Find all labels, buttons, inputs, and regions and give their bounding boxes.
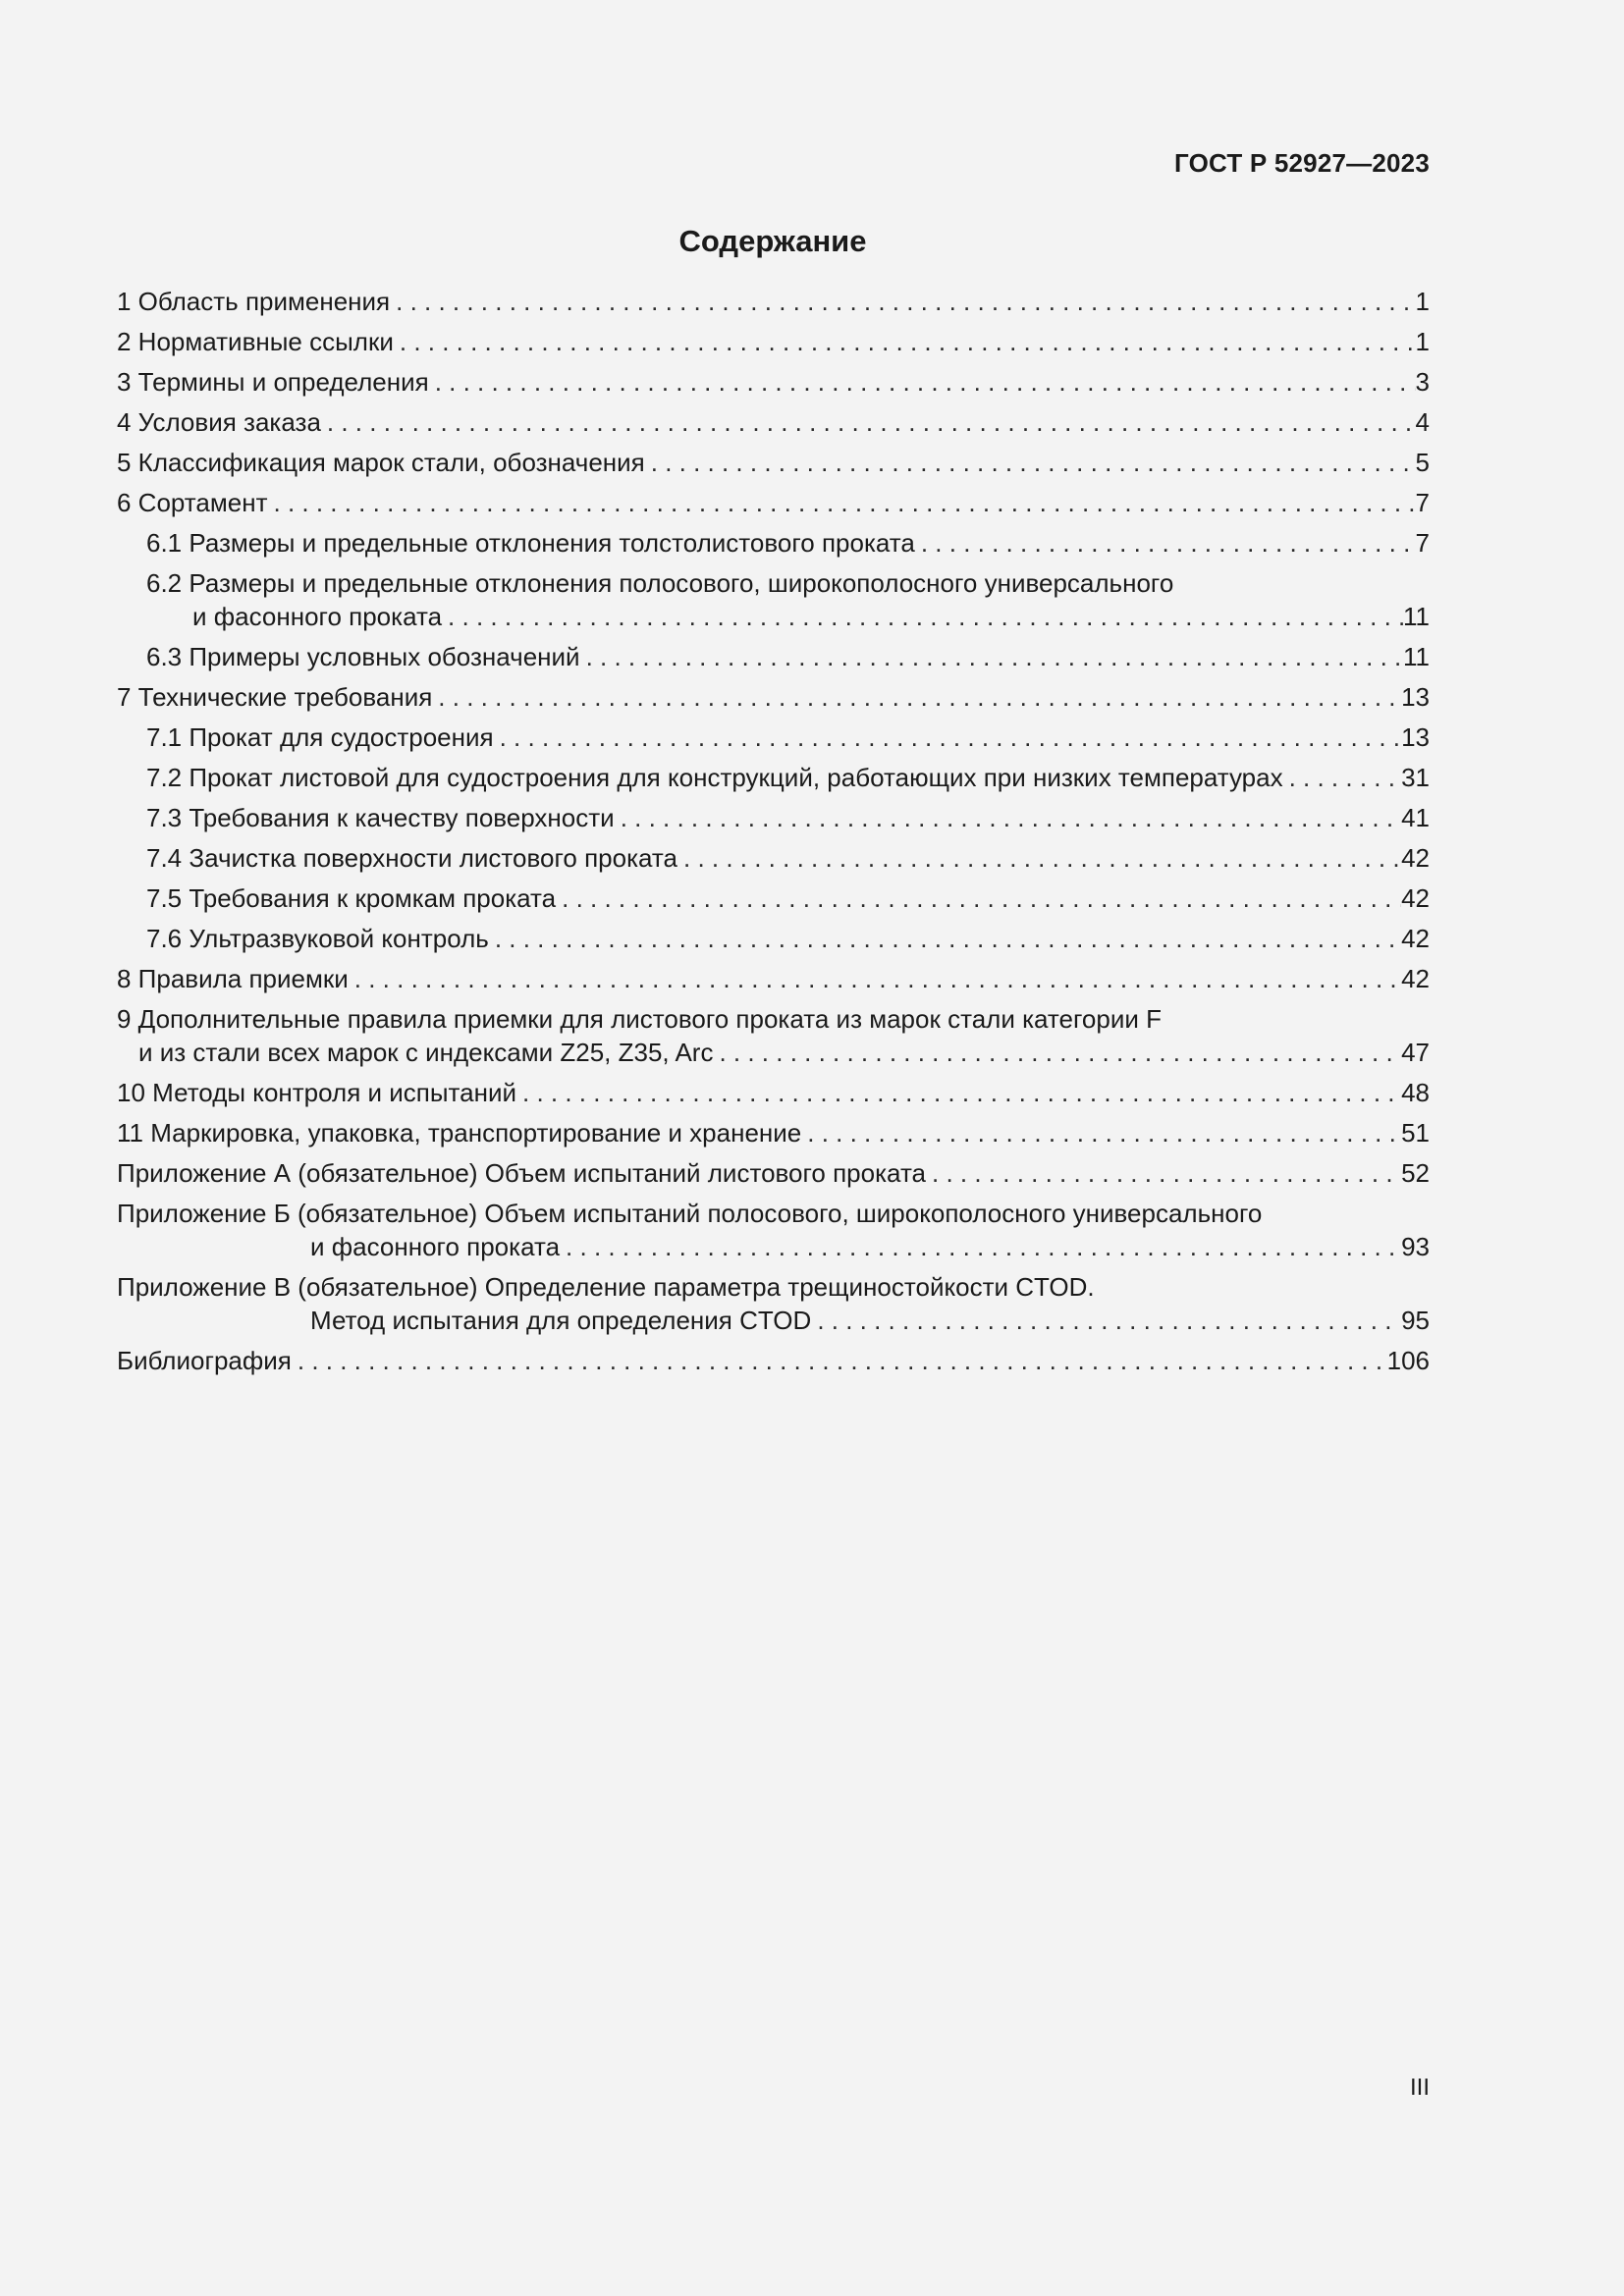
toc-entry[interactable]	[117, 1344, 1430, 1377]
toc-entry-label: Библиография	[117, 1346, 292, 1375]
toc-entry-page: 4	[1415, 407, 1430, 437]
toc-entry-label: 7.4 Зачистка поверхности листового проката	[146, 843, 677, 873]
dot-leader	[1289, 761, 1401, 794]
dot-leader	[500, 721, 1401, 754]
toc-entry-label: 9 Дополнительные правила приемки для листового проката из марок стали категории F	[117, 1004, 1162, 1034]
dot-leader	[274, 486, 1416, 519]
dot-leader	[298, 1344, 1387, 1377]
toc-entry-label: 6 Сортамент	[117, 488, 268, 517]
toc-entry-label: 6.2 Размеры и предельные отклонения полосового, широкополосного универсального	[146, 568, 1174, 598]
dot-leader	[327, 405, 1416, 439]
toc-entry-page: 47	[1401, 1038, 1430, 1067]
toc-subentry[interactable]	[117, 922, 1430, 955]
toc-entry[interactable]	[117, 1116, 1430, 1149]
toc-entry-label: 1 Область применения	[117, 287, 391, 316]
toc-subentry[interactable]	[117, 761, 1430, 794]
toc-subentry[interactable]	[117, 566, 1430, 633]
toc-entry-page: 41	[1401, 803, 1430, 832]
toc-entry-label: 7.1 Прокат для судостроения	[146, 722, 494, 752]
toc-entry-label: 7.2 Прокат листовой для судостроения для конструкций, работающих при низких температурах	[146, 763, 1283, 792]
toc-entry-label: Приложение В (обязательное) Определение параметра трещиностойкости CTOD.	[117, 1272, 1095, 1302]
dot-leader	[651, 446, 1416, 479]
toc-subentry[interactable]	[117, 881, 1430, 915]
toc-entry-label-continuation: и фасонного проката	[192, 602, 443, 631]
toc-entry[interactable]	[117, 285, 1430, 318]
toc-entry-appendix[interactable]	[117, 1156, 1430, 1190]
toc-entry-label: 7.3 Требования к качеству поверхности	[146, 803, 615, 832]
toc-entry-page: 7	[1415, 528, 1430, 558]
dot-leader	[396, 285, 1415, 318]
toc-entry[interactable]	[117, 1002, 1430, 1069]
toc-subentry[interactable]	[117, 640, 1430, 673]
dot-leader	[932, 1156, 1401, 1190]
toc-entry-page: 106	[1386, 1346, 1430, 1375]
toc-entry[interactable]	[117, 1076, 1430, 1109]
toc-entry-page: 11	[1403, 642, 1430, 671]
dot-leader	[562, 881, 1401, 915]
dot-leader	[683, 841, 1401, 875]
toc-entry-label: 6.1 Размеры и предельные отклонения толстолистового проката	[146, 528, 915, 558]
toc-entry[interactable]	[117, 325, 1430, 358]
toc-entry[interactable]	[117, 680, 1430, 714]
toc-entry-label: Приложение А (обязательное) Объем испытаний листового проката	[117, 1158, 927, 1188]
toc-entry-page: 42	[1401, 843, 1430, 873]
toc-entry[interactable]	[117, 365, 1430, 399]
toc-subentry[interactable]	[117, 526, 1430, 560]
toc-entry-label: 7.6 Ультразвуковой контроль	[146, 924, 489, 953]
dot-leader	[448, 600, 1403, 633]
toc-entry-page: 13	[1401, 682, 1430, 712]
toc-entry[interactable]	[117, 405, 1430, 439]
toc-entry-appendix[interactable]	[117, 1197, 1430, 1263]
toc-entry[interactable]	[117, 962, 1430, 995]
toc-entry-page: 52	[1401, 1158, 1430, 1188]
toc-subentry[interactable]	[117, 801, 1430, 834]
dot-leader	[435, 365, 1416, 399]
toc-entry-page: 3	[1415, 367, 1430, 397]
toc-entry-label: 8 Правила приемки	[117, 964, 349, 993]
page-number: III	[1409, 2074, 1430, 2101]
toc-entry-label: 3 Термины и определения	[117, 367, 429, 397]
toc-entry-page: 42	[1401, 964, 1430, 993]
toc-title: Содержание	[678, 224, 867, 258]
toc-entry-label: 10 Методы контроля и испытаний	[117, 1078, 517, 1107]
toc-entry-page: 1	[1415, 327, 1430, 356]
toc-entry[interactable]	[117, 486, 1430, 519]
toc-entry-label: 6.3 Примеры условных обозначений	[146, 642, 580, 671]
dot-leader	[566, 1230, 1401, 1263]
toc-entry-page: 1	[1415, 287, 1430, 316]
toc-subentry[interactable]	[117, 841, 1430, 875]
toc-entry-label: 7.5 Требования к кромкам проката	[146, 883, 557, 913]
dot-leader	[354, 962, 1401, 995]
toc-entry-page: 42	[1401, 924, 1430, 953]
toc-entry-page: 11	[1403, 602, 1430, 631]
toc-entry-page: 48	[1401, 1078, 1430, 1107]
dot-leader	[522, 1076, 1401, 1109]
toc-entry-page: 31	[1401, 763, 1430, 792]
toc-entry-label: 4 Условия заказа	[117, 407, 321, 437]
dot-leader	[921, 526, 1416, 560]
toc-entry-label: Приложение Б (обязательное) Объем испытаний полосового, широкополосного универсального	[117, 1199, 1263, 1228]
toc-entry-label: 11 Маркировка, упаковка, транспортирование и хранение	[117, 1118, 802, 1148]
dot-leader	[495, 922, 1401, 955]
dot-leader	[807, 1116, 1401, 1149]
dot-leader	[400, 325, 1416, 358]
toc-entry-label: 5 Классификация марок стали, обозначения	[117, 448, 645, 477]
dot-leader	[817, 1304, 1401, 1337]
toc-entry-page: 5	[1415, 448, 1430, 477]
toc-entry-label-continuation: Метод испытания для определения CTOD	[310, 1306, 812, 1335]
toc-entry-page: 93	[1401, 1232, 1430, 1261]
document-code: ГОСТ Р 52927—2023	[1174, 148, 1430, 178]
toc-entry-page: 7	[1415, 488, 1430, 517]
toc-subentry[interactable]	[117, 721, 1430, 754]
dot-leader	[438, 680, 1401, 714]
toc-entry-label-continuation: и из стали всех марок с индексами Z25, Z35, Arc	[138, 1038, 714, 1067]
toc-entry-page: 42	[1401, 883, 1430, 913]
table-of-contents	[117, 285, 1430, 1384]
dot-leader	[586, 640, 1403, 673]
toc-entry-label: 2 Нормативные ссылки	[117, 327, 394, 356]
toc-entry[interactable]	[117, 446, 1430, 479]
dot-leader	[621, 801, 1401, 834]
dot-leader	[719, 1036, 1401, 1069]
toc-entry-page: 95	[1401, 1306, 1430, 1335]
toc-entry-label-continuation: и фасонного проката	[310, 1232, 561, 1261]
toc-entry-page: 13	[1401, 722, 1430, 752]
toc-entry-page: 51	[1401, 1118, 1430, 1148]
toc-entry-label: 7 Технические требования	[117, 682, 433, 712]
toc-entry-appendix[interactable]	[117, 1270, 1430, 1337]
